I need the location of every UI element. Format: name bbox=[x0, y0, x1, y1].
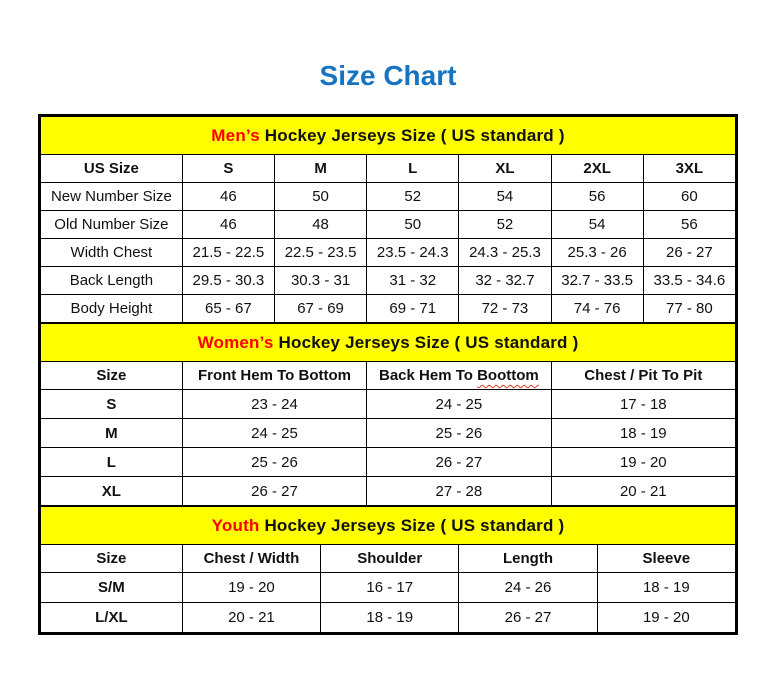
row-label: Back Length bbox=[41, 267, 183, 295]
mens-banner-highlight: Men’s bbox=[211, 125, 260, 145]
size-value: 24.3 - 25.3 bbox=[459, 239, 551, 267]
mens-banner-text: Hockey Jerseys Size ( US standard ) bbox=[259, 125, 565, 145]
size-value: 24 - 25 bbox=[182, 419, 366, 448]
table-row bbox=[41, 390, 736, 419]
size-value: 26 - 27 bbox=[367, 448, 551, 477]
size-value: 74 - 76 bbox=[551, 295, 643, 323]
mens-col-l: L bbox=[367, 155, 459, 183]
size-value: 29.5 - 30.3 bbox=[182, 267, 274, 295]
size-value: 16 - 17 bbox=[321, 573, 459, 603]
womens-col-chest: Chest / Pit To Pit bbox=[551, 362, 735, 390]
table-row bbox=[41, 267, 736, 295]
table-row bbox=[41, 603, 736, 633]
youth-col-chest-width: Chest / Width bbox=[182, 545, 320, 573]
size-value: 26 - 27 bbox=[459, 603, 597, 633]
size-value: 19 - 20 bbox=[182, 573, 320, 603]
size-value: 23.5 - 24.3 bbox=[367, 239, 459, 267]
table-row bbox=[41, 573, 736, 603]
row-label: S/M bbox=[41, 573, 183, 603]
size-value: 20 - 21 bbox=[551, 477, 735, 506]
size-value: 18 - 19 bbox=[321, 603, 459, 633]
youth-header-row bbox=[41, 545, 736, 573]
size-value: 77 - 80 bbox=[643, 295, 735, 323]
size-value: 50 bbox=[274, 183, 366, 211]
size-value: 31 - 32 bbox=[367, 267, 459, 295]
size-value: 32.7 - 33.5 bbox=[551, 267, 643, 295]
mens-col-us-size: US Size bbox=[41, 155, 183, 183]
womens-header-row bbox=[41, 362, 736, 390]
table-row bbox=[41, 448, 736, 477]
size-value: 50 bbox=[367, 211, 459, 239]
youth-banner-row bbox=[41, 507, 736, 545]
row-label: S bbox=[41, 390, 183, 419]
size-chart-container bbox=[38, 114, 738, 635]
size-value: 67 - 69 bbox=[274, 295, 366, 323]
row-label: M bbox=[41, 419, 183, 448]
womens-banner-row bbox=[41, 324, 736, 362]
row-label: Old Number Size bbox=[41, 211, 183, 239]
row-label: Width Chest bbox=[41, 239, 183, 267]
mens-col-s: S bbox=[182, 155, 274, 183]
page-title: Size Chart bbox=[319, 60, 457, 91]
size-value: 69 - 71 bbox=[367, 295, 459, 323]
size-value: 26 - 27 bbox=[182, 477, 366, 506]
youth-banner-text: Hockey Jerseys Size ( US standard ) bbox=[259, 515, 565, 535]
youth-col-shoulder: Shoulder bbox=[321, 545, 459, 573]
mens-col-3xl: 3XL bbox=[643, 155, 735, 183]
size-value: 65 - 67 bbox=[182, 295, 274, 323]
size-value: 56 bbox=[551, 183, 643, 211]
womens-col-back-hem bbox=[367, 362, 551, 390]
size-value: 23 - 24 bbox=[182, 390, 366, 419]
row-label: Body Height bbox=[41, 295, 183, 323]
size-value: 46 bbox=[182, 211, 274, 239]
size-value: 54 bbox=[459, 183, 551, 211]
row-label: XL bbox=[41, 477, 183, 506]
womens-size-table bbox=[40, 323, 736, 506]
back-hem-misspelled-word: Boottom bbox=[477, 367, 539, 384]
mens-size-table bbox=[40, 116, 736, 323]
youth-banner-highlight: Youth bbox=[211, 515, 260, 535]
size-value: 33.5 - 34.6 bbox=[643, 267, 735, 295]
row-label: L bbox=[41, 448, 183, 477]
mens-col-2xl: 2XL bbox=[551, 155, 643, 183]
size-value: 25.3 - 26 bbox=[551, 239, 643, 267]
size-value: 48 bbox=[274, 211, 366, 239]
womens-banner-text: Hockey Jerseys Size ( US standard ) bbox=[273, 332, 579, 352]
mens-banner bbox=[41, 117, 736, 155]
size-value: 52 bbox=[459, 211, 551, 239]
row-label: New Number Size bbox=[41, 183, 183, 211]
size-value: 17 - 18 bbox=[551, 390, 735, 419]
size-value: 21.5 - 22.5 bbox=[182, 239, 274, 267]
size-value: 24 - 26 bbox=[459, 573, 597, 603]
size-value: 22.5 - 23.5 bbox=[274, 239, 366, 267]
table-row bbox=[41, 477, 736, 506]
mens-col-m: M bbox=[274, 155, 366, 183]
back-hem-prefix: Back Hem To bbox=[379, 367, 478, 384]
size-value: 19 - 20 bbox=[551, 448, 735, 477]
size-value: 19 - 20 bbox=[597, 603, 735, 633]
youth-size-table bbox=[40, 506, 736, 633]
size-value: 24 - 25 bbox=[367, 390, 551, 419]
size-value: 60 bbox=[643, 183, 735, 211]
size-value: 26 - 27 bbox=[643, 239, 735, 267]
size-value: 20 - 21 bbox=[182, 603, 320, 633]
youth-col-size: Size bbox=[41, 545, 183, 573]
womens-col-front-hem: Front Hem To Bottom bbox=[182, 362, 366, 390]
table-row bbox=[41, 239, 736, 267]
size-value: 18 - 19 bbox=[551, 419, 735, 448]
table-row bbox=[41, 419, 736, 448]
size-value: 54 bbox=[551, 211, 643, 239]
womens-col-size: Size bbox=[41, 362, 183, 390]
mens-col-xl: XL bbox=[459, 155, 551, 183]
womens-banner-highlight: Women’s bbox=[197, 332, 274, 352]
womens-banner bbox=[41, 324, 736, 362]
size-value: 25 - 26 bbox=[182, 448, 366, 477]
youth-banner bbox=[41, 507, 736, 545]
youth-col-sleeve: Sleeve bbox=[597, 545, 735, 573]
size-value: 27 - 28 bbox=[367, 477, 551, 506]
row-label: L/XL bbox=[41, 603, 183, 633]
mens-banner-row bbox=[41, 117, 736, 155]
table-row bbox=[41, 295, 736, 323]
mens-header-row bbox=[41, 155, 736, 183]
table-row bbox=[41, 183, 736, 211]
size-value: 46 bbox=[182, 183, 274, 211]
size-value: 30.3 - 31 bbox=[274, 267, 366, 295]
youth-col-length: Length bbox=[459, 545, 597, 573]
size-value: 32 - 32.7 bbox=[459, 267, 551, 295]
size-value: 56 bbox=[643, 211, 735, 239]
table-row bbox=[41, 211, 736, 239]
size-value: 52 bbox=[367, 183, 459, 211]
size-value: 25 - 26 bbox=[367, 419, 551, 448]
size-value: 18 - 19 bbox=[597, 573, 735, 603]
size-value: 72 - 73 bbox=[459, 295, 551, 323]
